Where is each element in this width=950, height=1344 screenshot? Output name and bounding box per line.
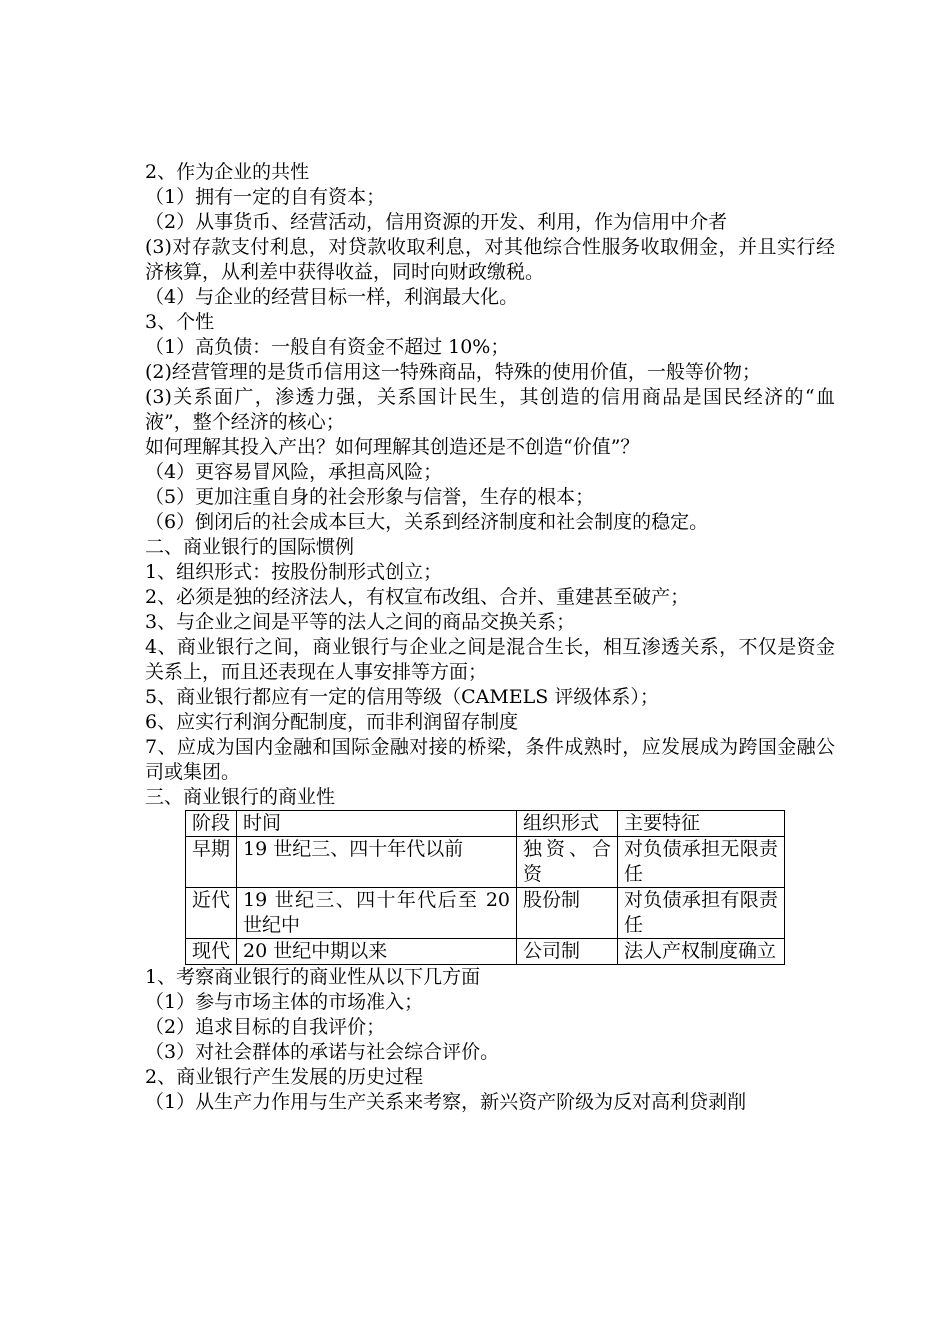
header-cell-stage: 阶段	[186, 811, 237, 837]
paragraph-line: （1）拥有一定的自有资本；	[145, 186, 386, 208]
table-cell: 19 世纪三、四十年代以前	[237, 837, 517, 888]
table-header-row	[186, 811, 785, 837]
table-cell: 公司制	[517, 939, 618, 965]
paragraph-line: （1）从生产力作用与生产关系来考察，新兴资产阶级为反对高利贷剥削	[145, 1091, 747, 1113]
paragraph-line: 如何理解其投入产出？如何理解其创造还是不创造“价值”？	[145, 436, 640, 458]
document-body	[145, 160, 835, 1115]
paragraph: (3)关系面广，渗透力强，关系国计民生，其创造的信用商品是国民经济的“血液”，整个经济的核心；	[145, 386, 835, 433]
paragraph-line: 1、考察商业银行的商业性从以下几方面	[145, 966, 481, 988]
paragraph-line: 2、商业银行产生发展的历史过程	[145, 1066, 424, 1088]
table-cell: 对负债承担有限责任	[618, 888, 785, 939]
paragraph-line: （5）更加注重自身的社会形象与信誉，生存的根本；	[145, 486, 595, 508]
paragraph-line: （1）参与市场主体的市场准入；	[145, 991, 424, 1013]
stages-table	[185, 810, 785, 965]
paragraph-line: 6、应实行利润分配制度，而非利润留存制度	[145, 711, 519, 733]
table-cell: 近代	[186, 888, 237, 939]
section-heading-commerciality: 三、商业银行的商业性	[145, 786, 336, 808]
paragraph-line: （4）与企业的经营目标一样，利润最大化。	[145, 286, 519, 308]
header-cell-form: 组织形式	[517, 811, 618, 837]
table-row	[186, 888, 785, 939]
paragraph: (3)对存款支付利息，对贷款收取利息，对其他综合性服务收取佣金，并且实行经济核算，从利差中获得收益，同时向财政缴税。	[145, 236, 835, 283]
table-row	[186, 837, 785, 888]
paragraph-line: （3）对社会群体的承诺与社会综合评价。	[145, 1041, 500, 1063]
stages-table-wrapper	[145, 810, 835, 965]
table-cell: 早期	[186, 837, 237, 888]
table-cell: 19 世纪三、四十年代后至 20 世纪中	[237, 888, 517, 939]
paragraph-line: 3、与企业之间是平等的法人之间的商品交换关系；	[145, 611, 576, 633]
header-cell-time: 时间	[237, 811, 517, 837]
paragraph: (2)经营管理的是货币信用这一特殊商品，特殊的使用价值，一般等价物；	[145, 361, 761, 383]
heading-enterprise-commonality: 2、作为企业的共性	[145, 161, 310, 183]
paragraph-line: 1、组织形式：按股份制形式创立；	[145, 561, 443, 583]
table-row	[186, 939, 785, 965]
paragraph-line: （2）从事货币、经营活动，信用资源的开发、利用，作为信用中介者	[145, 211, 728, 233]
paragraph-line: （4）更容易冒风险，承担高风险；	[145, 461, 443, 483]
header-cell-feature: 主要特征	[618, 811, 785, 837]
table-cell: 现代	[186, 939, 237, 965]
paragraph-line: （6）倒闭后的社会成本巨大，关系到经济制度和社会制度的稳定。	[145, 511, 709, 533]
paragraph: 7、应成为国内金融和国际金融对接的桥梁，条件成熟时，应发展成为跨国金融公司或集团。	[145, 736, 835, 783]
paragraph-line: （1）高负债：一般自有资金不超过 10%；	[145, 336, 510, 358]
table-cell: 20 世纪中期以来	[237, 939, 517, 965]
paragraph-line: （2）追求目标的自我评价；	[145, 1016, 386, 1038]
table-cell: 独资、合资	[517, 837, 618, 888]
table-cell: 股份制	[517, 888, 618, 939]
heading-individuality: 3、个性	[145, 311, 215, 333]
paragraph-line: 2、必须是独的经济法人，有权宣布改组、合并、重建甚至破产；	[145, 586, 690, 608]
table-cell: 对负债承担无限责任	[618, 837, 785, 888]
section-heading-international-practice: 二、商业银行的国际惯例	[145, 536, 355, 558]
table-cell: 法人产权制度确立	[618, 939, 785, 965]
paragraph-line: 5、商业银行都应有一定的信用等级（CAMELS 评级体系）；	[145, 686, 659, 708]
paragraph: 4、商业银行之间，商业银行与企业之间是混合生长，相互渗透关系，不仅是资金关系上，而且还表现在人事安排等方面；	[145, 636, 835, 683]
